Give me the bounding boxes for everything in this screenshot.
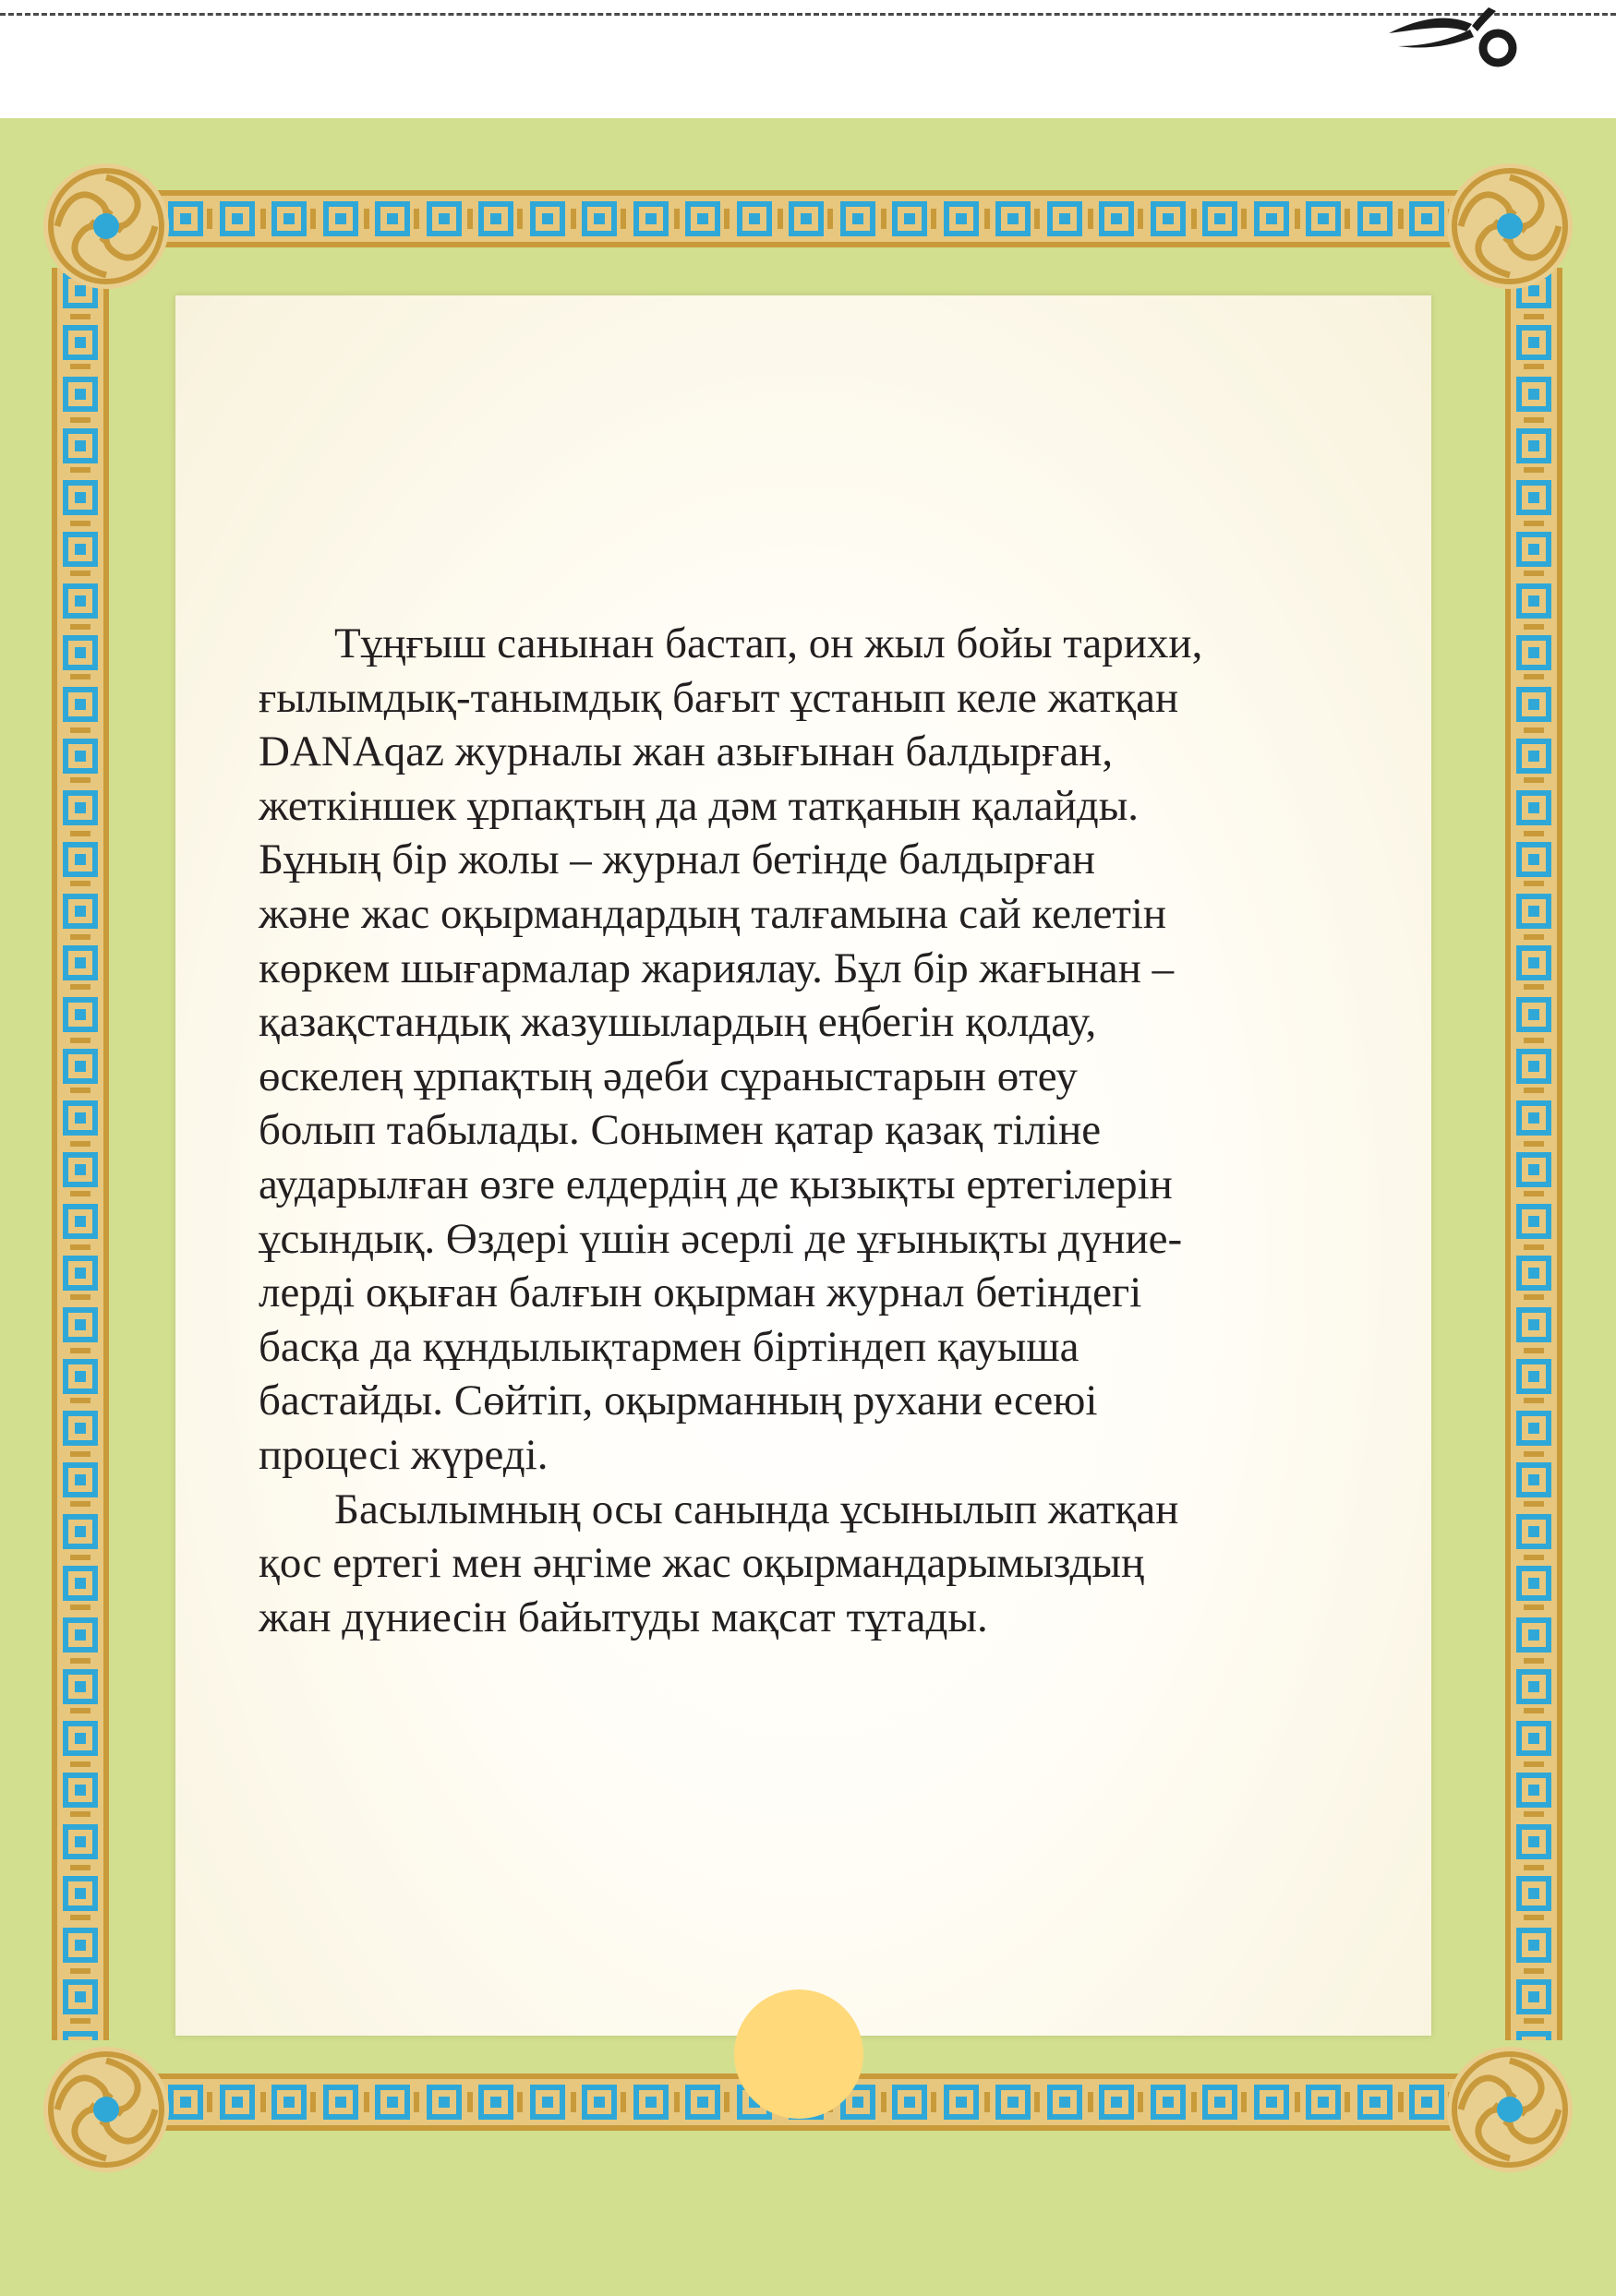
paragraph: Басылымның осы санында ұсынылып жатқан қос ертегі мен әңгіме жас оқырмандарымыздың жан дүниесін байытуды мақсат тұтады.	[259, 1485, 1179, 1641]
scissors-icon	[1381, 6, 1538, 70]
article-body	[259, 617, 1348, 1644]
corner-ornament-icon	[37, 2040, 175, 2179]
ornamental-border-top	[111, 190, 1505, 247]
ornamental-border-left	[52, 268, 109, 2040]
corner-ornament-icon	[1441, 157, 1579, 295]
paragraph: Тұңғыш санынан бастап, он жыл бойы тарихи, ғылымдық-танымдық бағыт ұстанып келе жатқан DANAqaz журналы жан азығынан балдырған, жеткіншек ұрпақтың да дәм татқанын қалайды. Бұның бір жолы – журнал бетінде балдырған және жас оқырмандардың талғамына сай келетін көркем шығармалар жариялау. Бұл бір жағынан – қазақстандық жазушылардың еңбегін қолдау, өскелең ұрпақтың әдеби сұраныстарын өтеу болып табылады. Сонымен қатар қазақ тіліне аударылған өзге елдердің де қызықты ертегілерін ұсындық. Өздері үшін әсерлі де ұғынықты дүние- лерді оқыған балғын оқырман журнал бетіндегі басқа да құндылықтармен біртіндеп қауыша бастайды. Сөйтіп, оқырманның рухани есеюі процесі жүреді.	[259, 619, 1203, 1479]
corner-ornament-icon	[37, 157, 175, 295]
cut-line	[0, 13, 1616, 16]
corner-ornament-icon	[1441, 2040, 1579, 2179]
page-number-badge	[734, 1989, 863, 2119]
ornamental-border-right	[1505, 268, 1562, 2040]
